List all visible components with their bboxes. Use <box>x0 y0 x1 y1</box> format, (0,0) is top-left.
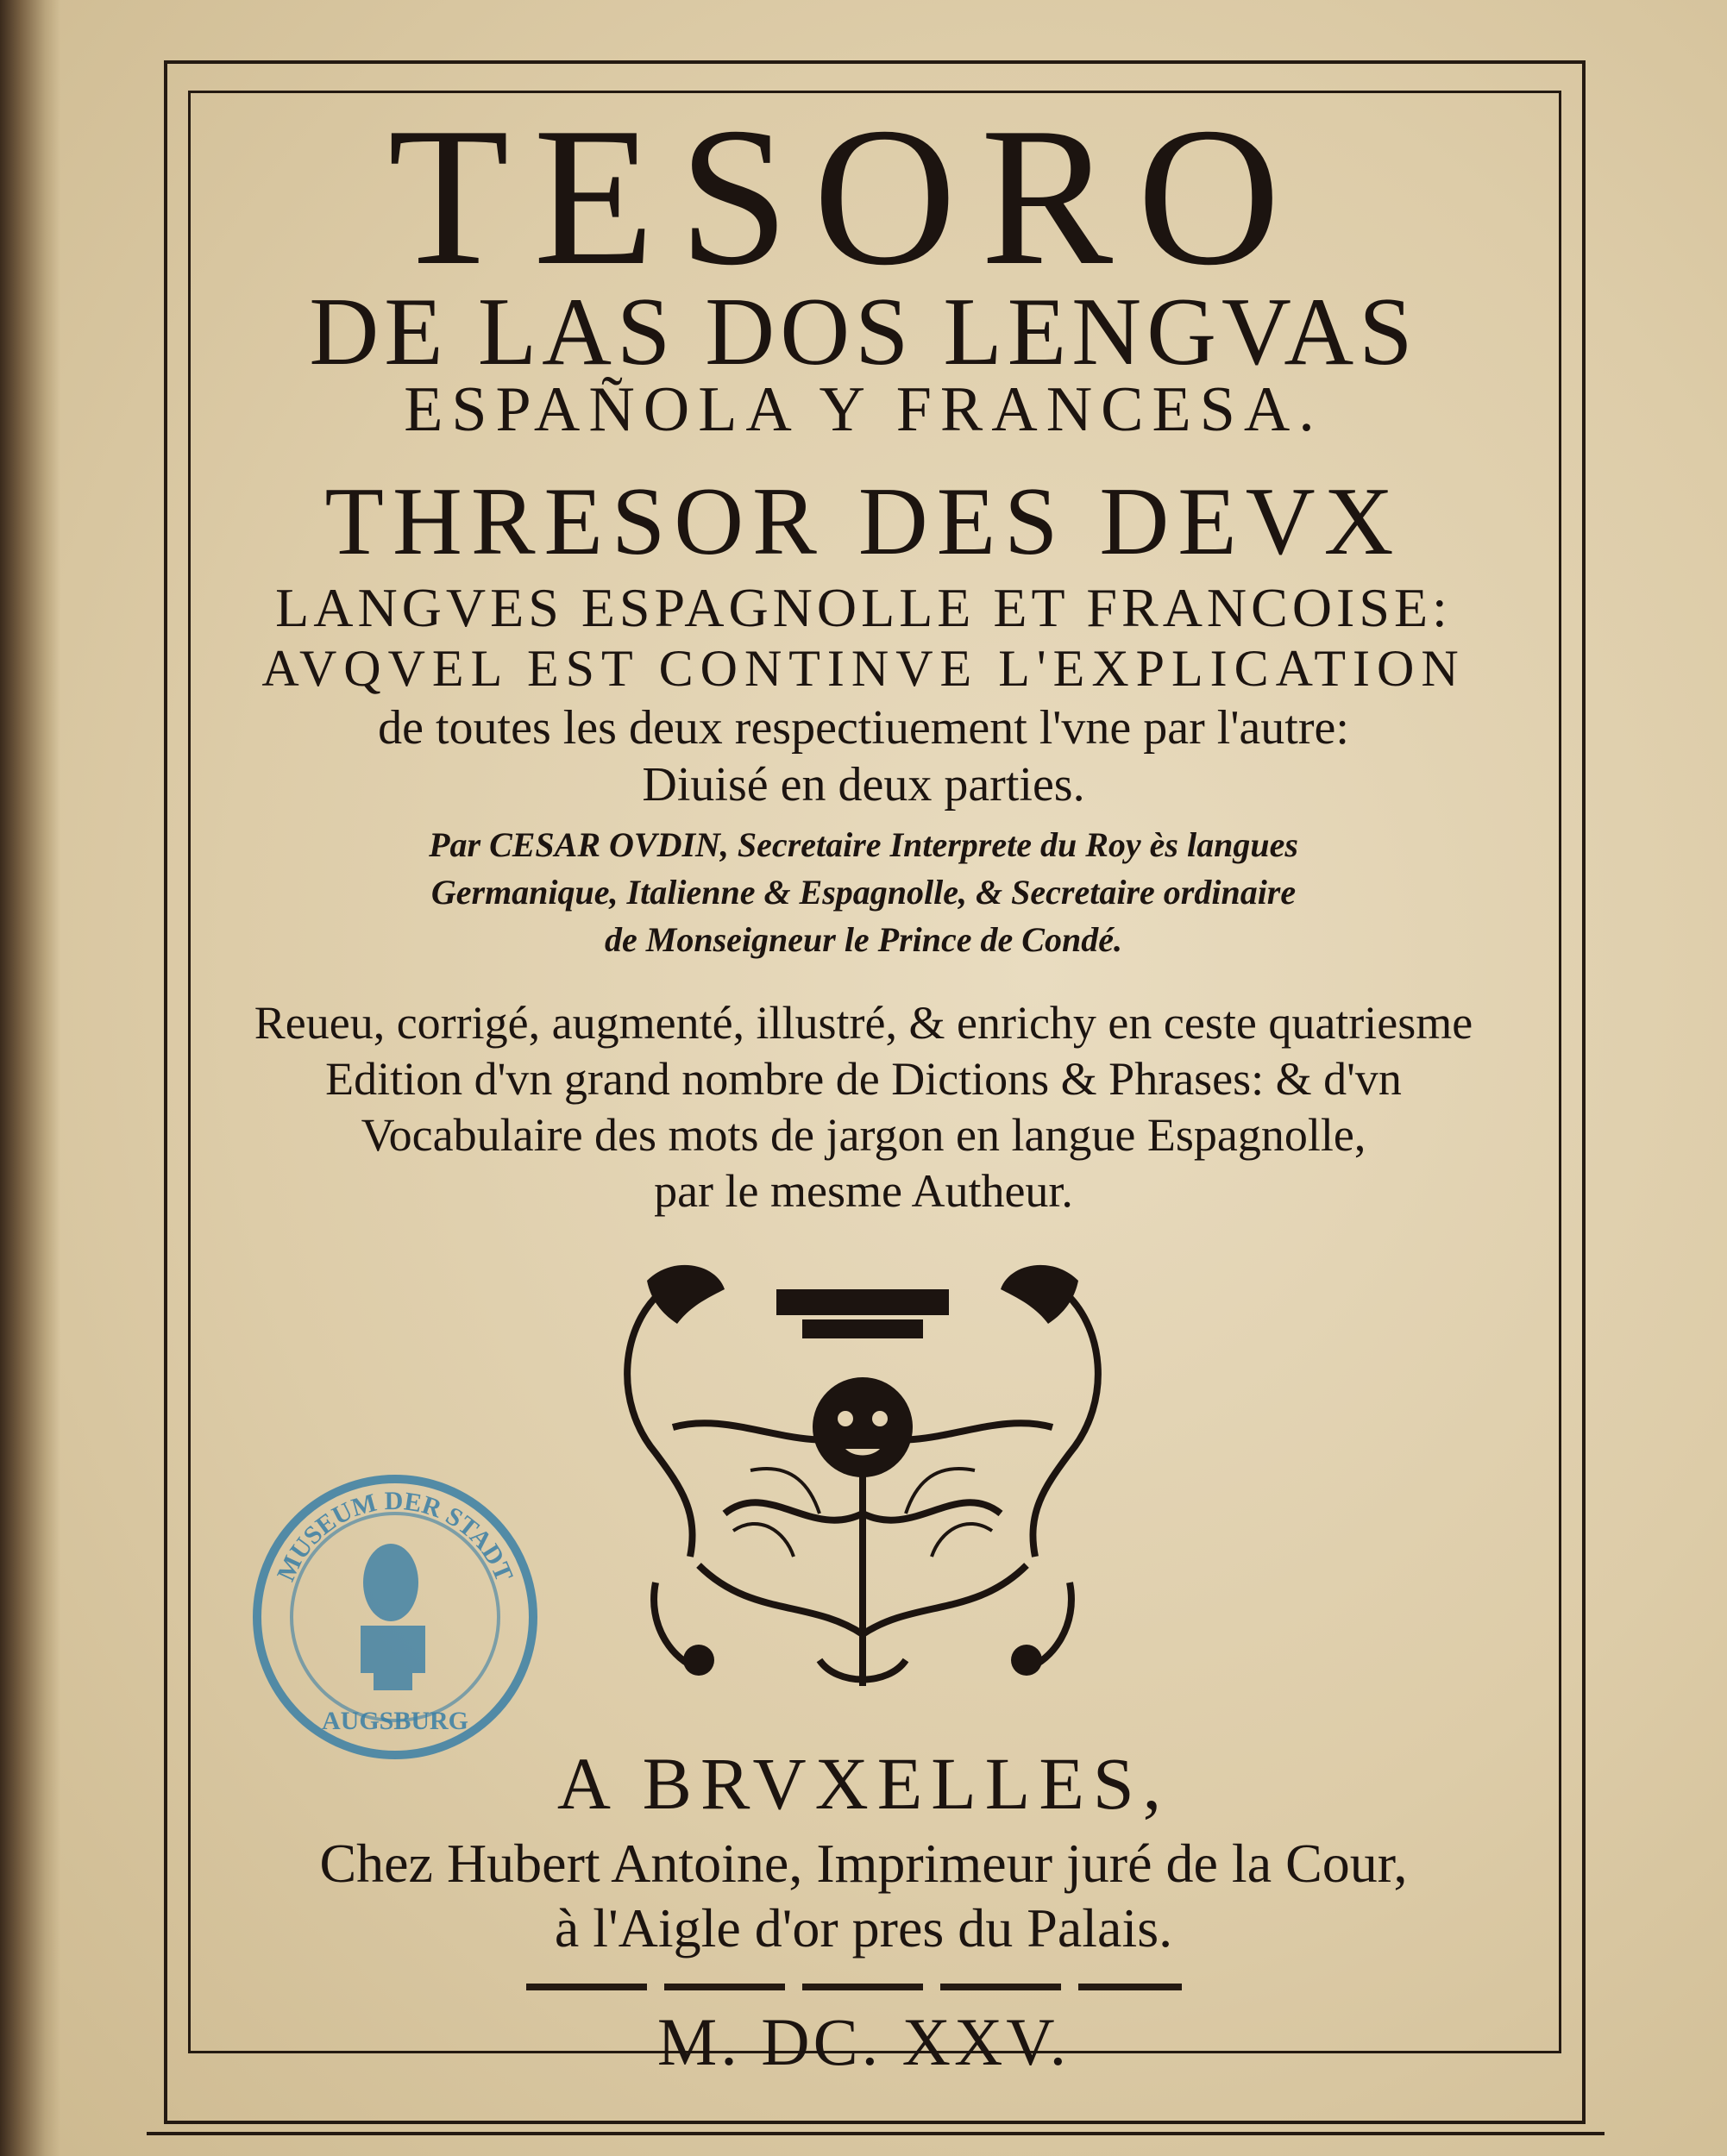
revision-line-2: Edition d'vn grand nombre de Dictions & Phrases: & d'vn <box>325 1053 1402 1105</box>
french-title-line-4: de toutes les deux respectiuement l'vne par l'autre: <box>378 701 1349 755</box>
french-title-line-5: Diuisé en deux parties. <box>642 758 1085 812</box>
museum-stamp <box>248 1470 542 1764</box>
bottom-rule <box>147 2132 1605 2135</box>
revision-line-1: Reueu, corrigé, augmenté, illustré, & enrichy en ceste quatriesme <box>254 997 1473 1049</box>
imprint-printer: Chez Hubert Antoine, Imprimeur juré de la Cour, <box>319 1833 1408 1894</box>
author-line-1: Par CESAR OVDIN, Secretaire Interprete du Roy ès langues <box>429 825 1298 864</box>
publication-date: M. DC. XXV. <box>656 2004 1071 2079</box>
ornamental-rule <box>526 1984 1182 1990</box>
imprint-city: A BRVXELLES, <box>556 1742 1171 1825</box>
title-line-2: DE LAS DOS LENGVAS <box>309 279 1418 385</box>
french-title-line-2: LANGVES ESPAGNOLLE ET FRANCOISE: <box>275 577 1452 638</box>
title-line-3: ESPAÑOLA Y FRANCESA. <box>404 374 1323 445</box>
title-tesoro: TESORO <box>387 86 1305 306</box>
printers-device-woodcut <box>595 1255 1130 1703</box>
author-line-3: de Monseigneur le Prince de Condé. <box>605 920 1122 959</box>
author-line-2: Germanique, Italienne & Espagnolle, & Secretaire ordinaire <box>430 873 1297 912</box>
revision-line-4: par le mesme Autheur. <box>654 1165 1073 1217</box>
french-title-line-1: THRESOR DES DEVX <box>324 468 1403 575</box>
french-title-line-3: AVQVEL EST CONTINVE L'EXPLICATION <box>261 640 1466 697</box>
stamp-text: MUSEUM DER STADT <box>271 1486 519 1586</box>
stamp-city: AUGSBURG <box>321 1707 469 1735</box>
imprint-address: à l'Aigle d'or pres du Palais. <box>554 1897 1173 1959</box>
revision-line-3: Vocabulaire des mots de jargon en langue Espagnolle, <box>361 1109 1366 1161</box>
